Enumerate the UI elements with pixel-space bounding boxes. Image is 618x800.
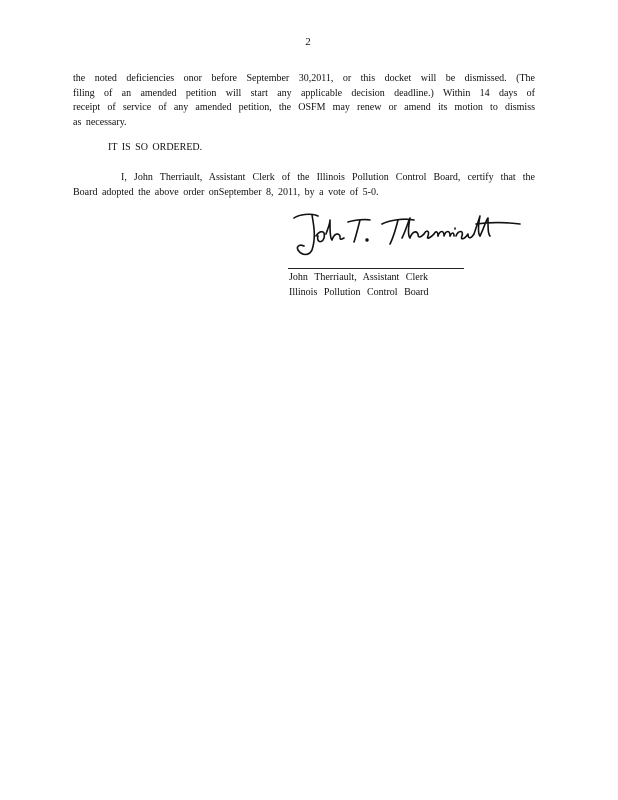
order-statement: IT IS SO ORDERED.	[108, 142, 203, 153]
paragraph-line: I, John Therriault, Assistant Clerk of the Illinois Pollution Control Board, certify that the	[121, 172, 535, 183]
paragraph-deficiencies	[73, 72, 535, 130]
paragraph-line: filing of an amended petition will start any applicable decision deadline.) Within 14 days of	[73, 87, 535, 99]
paragraph-line: the noted deficiencies onor before September 30,2011, or this docket will be dismissed. (The	[73, 73, 535, 84]
signer-organization: Illinois Pollution Control Board	[289, 286, 429, 298]
signature-line	[288, 268, 464, 269]
signer-name-title: John Therriault, Assistant Clerk	[289, 272, 429, 283]
paragraph-line: as necessary.	[73, 116, 127, 128]
signature-block	[289, 271, 429, 300]
paragraph-line: Board adopted the above order onSeptember 8, 2011, by a vote of 5-0.	[73, 186, 379, 198]
paragraph-line: receipt of service of any amended petition, the OSFM may renew or amend its motion to dismiss	[73, 102, 535, 113]
paragraph-certification	[73, 171, 535, 200]
handwritten-signature	[290, 208, 526, 260]
page-number: 2	[305, 36, 311, 48]
